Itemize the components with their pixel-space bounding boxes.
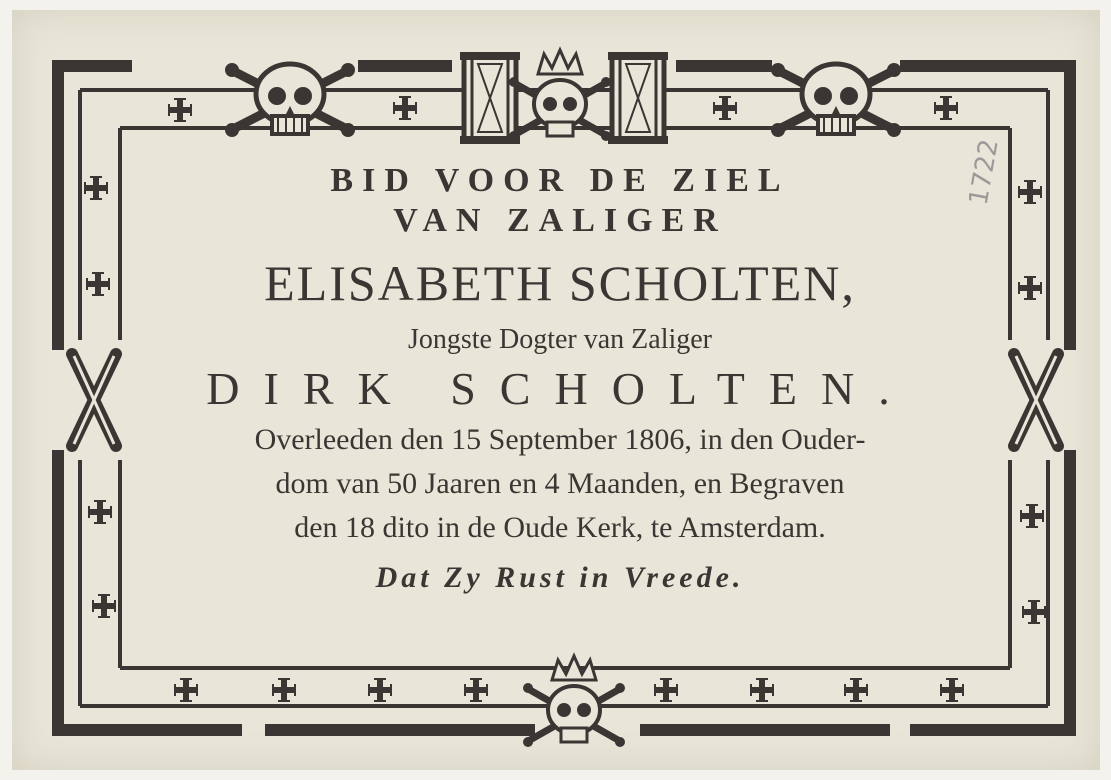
prayer-line-2: VAN ZALIGER: [393, 202, 727, 239]
relation-line: Jongste Dogter van Zaliger: [407, 324, 713, 355]
card-text: [140, 160, 980, 595]
skull-crossbones-icon: [225, 63, 355, 137]
archive-annotation: 1722: [963, 136, 1005, 208]
death-details-2: dom van 50 Jaaren en 4 Maanden, en Begraven: [275, 467, 845, 500]
crowned-skull-icon: [509, 50, 611, 141]
father-name: DIRK SCHOLTEN.: [206, 363, 914, 414]
crossed-bones-icon: [1014, 354, 1058, 446]
skull-crossbones-icon: [771, 63, 901, 137]
death-details-1: Overleeden den 15 September 1806, in den Ouder-: [254, 423, 866, 456]
deceased-name: ELISABETH SCHOLTEN,: [264, 255, 856, 311]
death-details-3: den 18 dito in de Oude Kerk, te Amsterdam.: [294, 511, 826, 544]
hourglass-icon: [608, 52, 668, 144]
hourglass-icon: [460, 52, 520, 144]
prayer-line: BID VOOR DE ZIEL: [330, 162, 790, 199]
closing-prayer: Dat Zy Rust in Vreede.: [375, 561, 745, 594]
crossed-bones-icon: [72, 354, 116, 446]
